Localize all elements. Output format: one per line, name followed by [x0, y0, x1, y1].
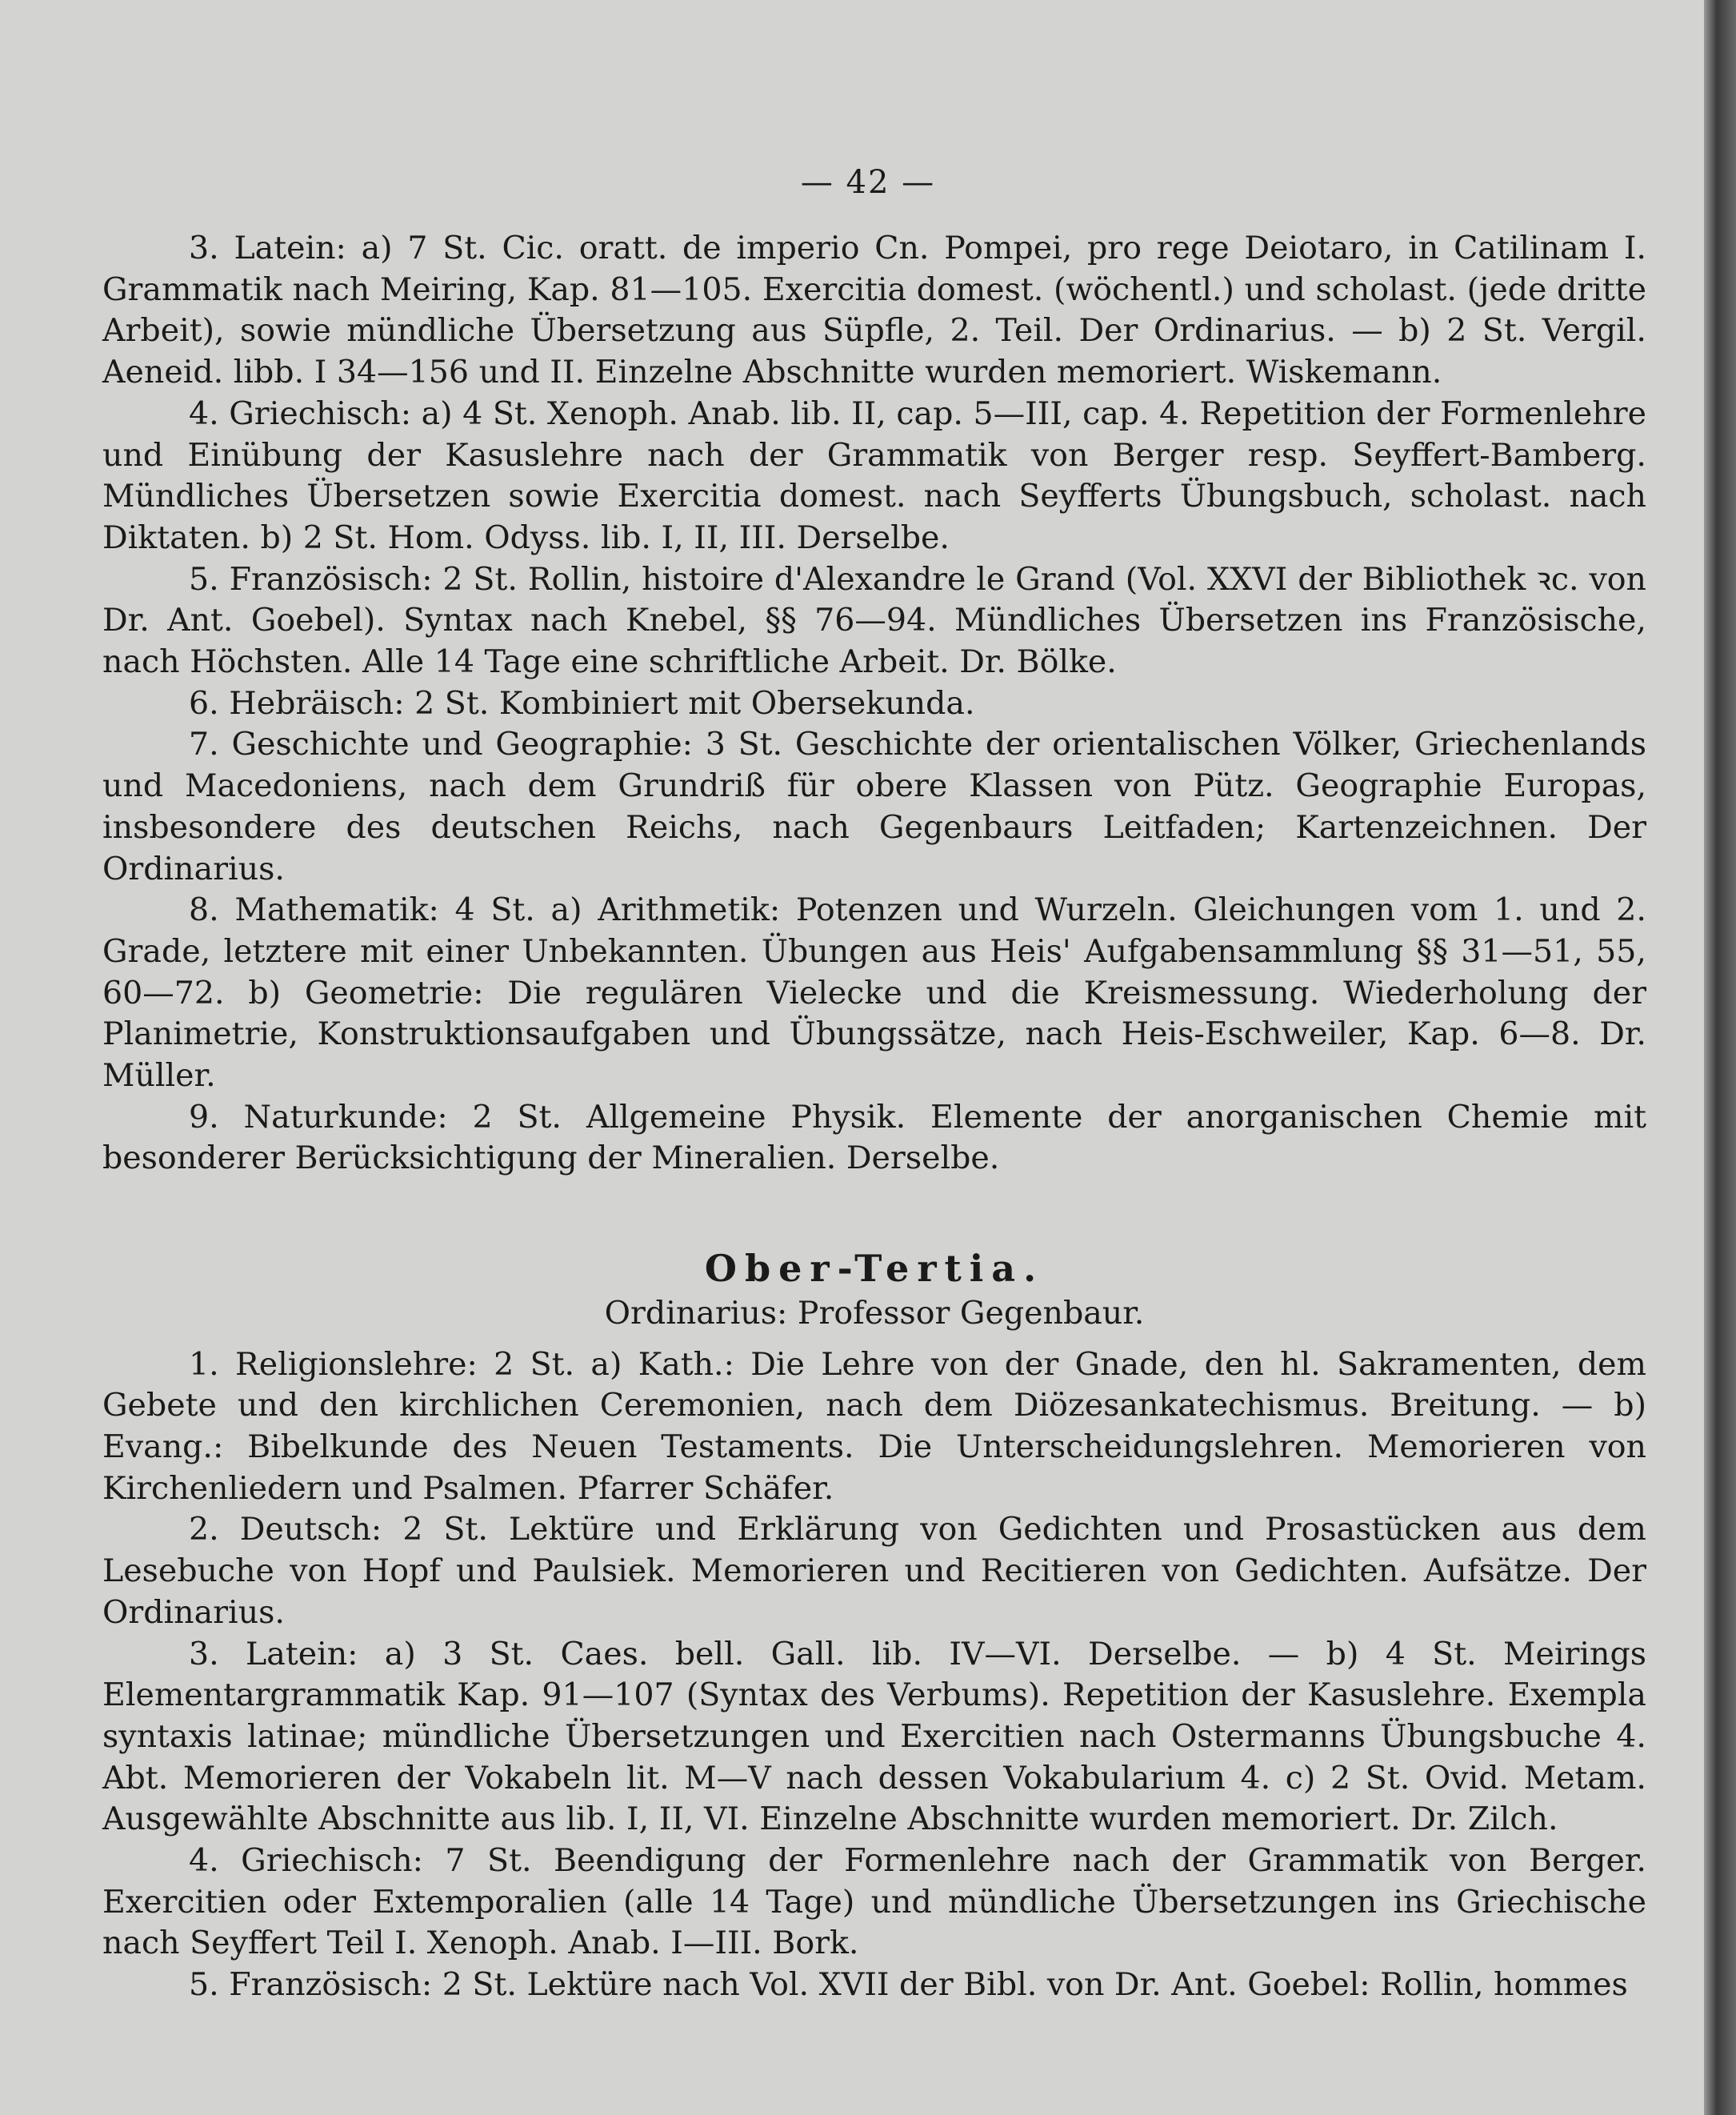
page-number: — 42 —: [800, 164, 936, 201]
paragraph-naturkunde: 9. Naturkunde: 2 St. Allgemeine Physik. Elemente der anorganischen Chemie mit besonderer Berücksichtigung der Mineralien. Derselbe.: [102, 1098, 1646, 1177]
paragraph-deutsch: 2. Deutsch: 2 St. Lektüre und Erklärung von Gedichten und Prosastücken aus dem Lesebuche von Hopf und Paulsiek. Memorieren und Recitieren von Gedichten. Aufsätze. Der Ordinarius.: [102, 1511, 1646, 1631]
paragraph-latein-2: 3. Latein: a) 3 St. Caes. bell. Gall. lib. IV—VI. Derselbe. — b) 4 St. Meirings Elementargrammatik Kap. 91—107 (Syntax des Verbums). Repetition der Kasuslehre. Exempla syntaxis latinae; mündliche Übersetzungen und Exercitien nach Ostermanns Übungsbuche 4. Abt. Memorieren der Vokabeln lit. M—V nach dessen Vokabularium 4. c) 2 St. Ovid. Metam. Ausgewählte Abschnitte aus lib. I, II, VI. Einzelne Abschnitte wurden memoriert. Dr. Zilch.: [102, 1635, 1646, 1838]
paragraph-religionslehre: 1. Religionslehre: 2 St. a) Kath.: Die Lehre von der Gnade, den hl. Sakramenten, dem Gebete und den kirchlichen Ceremonien, nach dem Diözesankatechismus. Breitung. — b) Evang.: Bibelkunde des Neuen Testaments. Die Unterscheidungslehren. Memorieren von Kirchenliedern und Psalmen. Pfarrer Schäfer.: [102, 1345, 1646, 1507]
paragraph-griechisch: 4. Griechisch: a) 4 St. Xenoph. Anab. lib. II, cap. 5—III, cap. 4. Repetition der Formenlehre und Einübung der Kasuslehre nach der Grammatik von Berger resp. Seyffert-Bamberg. Mündliches Übersetzen sowie Exercitia domest. nach Seyfferts Übungsbuch, scholast. nach Diktaten. b) 2 St. Hom. Odyss. lib. I, II, III. Derselbe.: [102, 395, 1646, 556]
paragraph-hebraeisch: 6. Hebräisch: 2 St. Kombiniert mit Obersekunda.: [189, 684, 975, 722]
section-heading: Ober-Tertia.: [704, 1247, 1045, 1291]
paragraph-griechisch-2: 4. Griechisch: 7 St. Beendigung der Formenlehre nach der Grammatik von Berger. Exercitien oder Extemporalien (alle 14 Tage) und mündliche Übersetzungen ins Griechische nach Seyffert Teil I. Xenoph. Anab. I—III. Bork.: [102, 1842, 1646, 1962]
section-subheading: Ordinarius: Professor Gegenbaur.: [604, 1294, 1145, 1332]
paragraph-geschichte: 7. Geschichte und Geographie: 3 St. Geschichte der orientalischen Völker, Griechenlands und Macedoniens, nach dem Grundriß für obere Klassen von Pütz. Geographie Europas, insbesondere des deutschen Reichs, nach Gegenbaurs Leitfaden; Kartenzeichnen. Der Ordinarius.: [102, 726, 1646, 887]
paragraph-franzoesisch: 5. Französisch: 2 St. Rollin, histoire d'Alexandre le Grand (Vol. XXVI der Bibliothek ꝛc. von Dr. Ant. Goebel). Syntax nach Knebel, §§ 76—94. Mündliches Übersetzen ins Französische, nach Höchsten. Alle 14 Tage eine schriftliche Arbeit. Dr. Bölke.: [102, 560, 1646, 681]
paragraph-latein: 3. Latein: a) 7 St. Cic. oratt. de imperio Cn. Pompei, pro rege Deiotaro, in Catilinam I. Grammatik nach Meiring, Kap. 81—105. Exercitia domest. (wöchentl.) und scholast. (jede dritte Arbeit), sowie mündliche Übersetzung aus Süpfle, 2. Teil. Der Ordinarius. — b) 2 St. Vergil. Aeneid. libb. I 34—156 und II. Einzelne Abschnitte wurden memoriert. Wiskemann.: [102, 230, 1646, 391]
paragraph-mathematik: 8. Mathematik: 4 St. a) Arithmetik: Potenzen und Wurzeln. Gleichungen vom 1. und 2. Grade, letztere mit einer Unbekannten. Übungen aus Heis' Aufgabensammlung §§ 31—51, 55, 60—72. b) Geometrie: Die regulären Vielecke und die Kreismessung. Wiederholung der Planimetrie, Konstruktionsaufgaben und Übungssätze, nach Heis-Eschweiler, Kap. 6—8. Dr. Müller.: [102, 891, 1646, 1095]
paragraph-franzoesisch-2: 5. Französisch: 2 St. Lektüre nach Vol. XVII der Bibl. von Dr. Ant. Goebel: Rollin, hommes: [189, 1966, 1628, 2004]
body-text: [102, 228, 1646, 2006]
page-edge: [1704, 0, 1736, 2115]
